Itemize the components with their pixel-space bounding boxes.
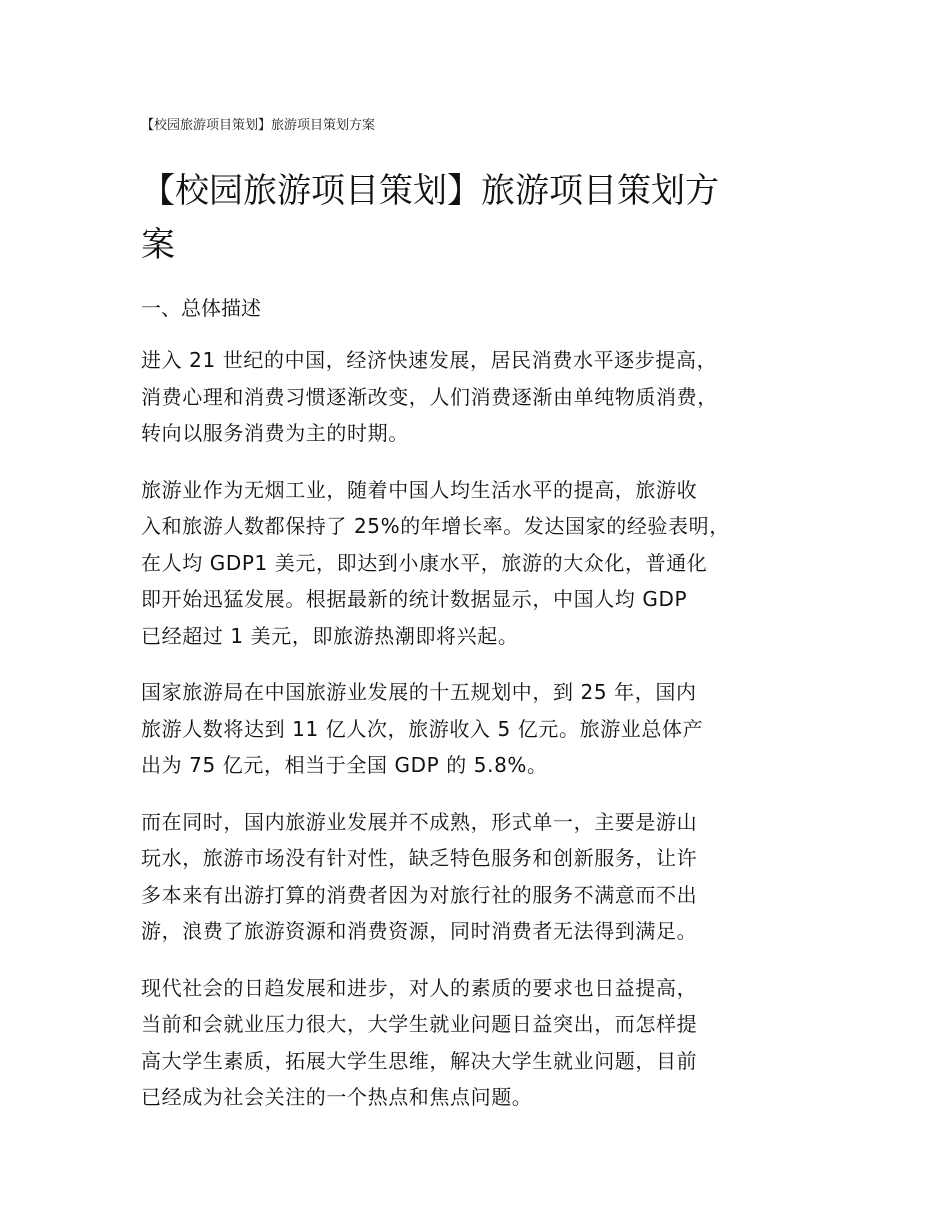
paragraph: 现代社会的日趋发展和进步，对人的素质的要求也日益提高， 当前和会就业压力很大，大学生就业问题日益突出，而怎样提 高大学生素质，拓展大学生思维，解决大学生就业问题，目前 已经成为社会关注的一个热点和焦点问题。 — [141, 975, 698, 1109]
paragraph: 进入 21 世纪的中国，经济快速发展，居民消费水平逐步提高， 消费心理和消费习惯逐渐改变，人们消费逐渐由单纯物质消费， 转向以服务消费为主的时期。 — [141, 348, 718, 445]
running-header: 【校园旅游项目策划】旅游项目策划方案 — [141, 118, 376, 133]
section-heading: 一、总体描述 — [141, 296, 261, 320]
document-body — [141, 342, 831, 1136]
paragraph: 而在同时，国内旅游业发展并不成熟，形式单一，主要是游山 玩水，旅游市场没有针对性，缺乏特色服务和创新服务，让许 多本来有出游打算的消费者因为对旅行社的服务不满意而不出 游，浪费了旅游资源和消费资源，同时消费者无法得到满足。 — [141, 809, 698, 943]
paragraph: 旅游业作为无烟工业，随着中国人均生活水平的提高，旅游收 入和旅游人数都保持了 25%的年增长率。发达国家的经验表明， 在人均 GDP1 美元，即达到小康水平，旅游的大众化，普通化 即开始迅猛发展。根据最新的统计数据显示，中国人均 GDP 已经超过 1 美元，即旅游热潮即将兴起。 — [141, 477, 730, 648]
document-title: 【校园旅游项目策划】旅游项目策划方 案 — [141, 171, 719, 265]
paragraph: 国家旅游局在中国旅游业发展的十五规划中，到 25 年，国内 旅游人数将达到 11 亿人次，旅游收入 5 亿元。旅游业总体产 出为 75 亿元，相当于全国 GDP 的 5.8%。 — [141, 680, 704, 777]
